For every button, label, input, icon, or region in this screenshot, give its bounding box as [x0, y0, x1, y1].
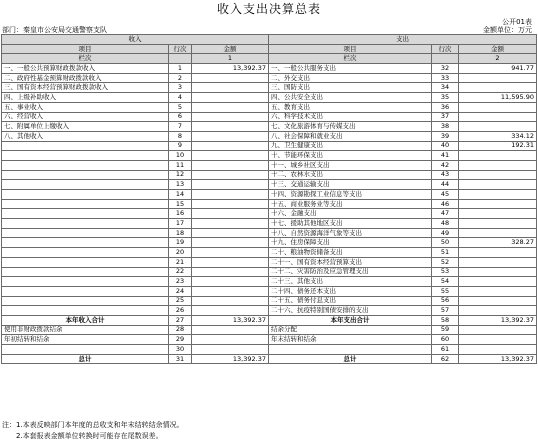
expense-line-cell: 50 — [432, 238, 459, 248]
income-line-cell: 2 — [169, 73, 192, 83]
income-amount-cell — [192, 296, 269, 306]
table-row — [2, 306, 537, 316]
table-row — [2, 131, 537, 141]
expense-amount-cell: 192.31 — [459, 141, 537, 151]
expense-amount-cell: 13,392.37 — [459, 315, 537, 325]
income-item-cell — [2, 345, 169, 355]
expense-item-cell: 三、国防支出 — [269, 83, 432, 93]
expense-amount-cell — [459, 325, 537, 335]
expense-item-cell: 十七、援助其他地区支出 — [269, 219, 432, 229]
table-row — [2, 286, 537, 296]
income-item-cell: 八、其他收入 — [2, 131, 169, 141]
income-item-cell: 五、事业收入 — [2, 102, 169, 112]
expense-line-cell: 59 — [432, 325, 459, 335]
expense-line-cell: 44 — [432, 180, 459, 190]
income-line-cell: 19 — [169, 238, 192, 248]
income-item-cell — [2, 286, 169, 296]
expense-item-cell: 本年支出合计 — [269, 315, 432, 325]
table-row — [2, 112, 537, 122]
income-item-cell — [2, 141, 169, 151]
expense-item-cell: 二十五、债务付息支出 — [269, 296, 432, 306]
expense-amount-cell — [459, 335, 537, 345]
expense-line-cell: 47 — [432, 209, 459, 219]
table-notes — [2, 420, 184, 442]
currency-unit: 金额单位：万元 — [483, 26, 532, 34]
expense-item-header: 项目 — [269, 44, 432, 54]
expense-line-cell: 39 — [432, 131, 459, 141]
expense-amount-cell — [459, 267, 537, 277]
income-amount-cell — [192, 73, 269, 83]
income-line-cell: 20 — [169, 248, 192, 258]
income-item-cell: 二、政府性基金预算财政拨款收入 — [2, 73, 169, 83]
table-row — [2, 93, 537, 103]
income-item-cell — [2, 209, 169, 219]
expense-amount-cell — [459, 219, 537, 229]
income-line-cell: 30 — [169, 345, 192, 355]
expense-item-cell: 结余分配 — [269, 325, 432, 335]
income-amount-cell — [192, 122, 269, 132]
table-row — [2, 219, 537, 229]
expense-item-cell: 四、公共安全支出 — [269, 93, 432, 103]
income-amount-cell — [192, 277, 269, 287]
table-row — [2, 277, 537, 287]
income-amount-cell — [192, 209, 269, 219]
table-row — [2, 64, 537, 74]
income-section-header: 收入 — [2, 35, 269, 45]
department-name: 部门：秦皇市公安局交通警察支队 — [2, 26, 107, 34]
expense-sub-header: 栏次 — [269, 54, 432, 64]
expense-amount-cell — [459, 190, 537, 200]
expense-amount-cell — [459, 296, 537, 306]
expense-amount-cell — [459, 277, 537, 287]
expense-item-cell: 二十一、国有资本经营预算支出 — [269, 257, 432, 267]
income-amount-cell — [192, 160, 269, 170]
expense-line-cell: 34 — [432, 83, 459, 93]
expense-line-cell: 56 — [432, 296, 459, 306]
income-line-header: 行次 — [169, 44, 192, 54]
income-item-cell — [2, 180, 169, 190]
income-item-cell: 四、上级补助收入 — [2, 93, 169, 103]
expense-item-cell: 六、科学技术支出 — [269, 112, 432, 122]
income-amount-cell — [192, 180, 269, 190]
expense-amount-cell: 941.77 — [459, 64, 537, 74]
table-row — [2, 199, 537, 209]
expense-amount-cell — [459, 199, 537, 209]
income-item-cell: 一、一般公共预算财政拨款收入 — [2, 64, 169, 74]
income-amount-cell — [192, 141, 269, 151]
expense-item-cell: 二十、粮油物资储备支出 — [269, 248, 432, 258]
expense-item-cell: 五、教育支出 — [269, 102, 432, 112]
income-amount-cell — [192, 112, 269, 122]
income-item-cell: 七、附属单位上缴收入 — [2, 122, 169, 132]
expense-item-cell: 二十六、抗疫特别国债安排的支出 — [269, 306, 432, 316]
income-item-cell — [2, 277, 169, 287]
form-code: 公开01表 — [502, 18, 532, 26]
income-item-cell: 年初结转和结余 — [2, 335, 169, 345]
table-row — [2, 160, 537, 170]
expense-line-cell: 41 — [432, 151, 459, 161]
table-row — [2, 267, 537, 277]
income-item-cell — [2, 248, 169, 258]
income-col-number: 1 — [192, 54, 269, 64]
expense-line-header: 行次 — [432, 44, 459, 54]
expense-line-cell: 43 — [432, 170, 459, 180]
income-line-cell: 14 — [169, 190, 192, 200]
income-amount-cell — [192, 238, 269, 248]
expense-item-cell: 一、一般公共服务支出 — [269, 64, 432, 74]
income-line-cell: 13 — [169, 180, 192, 190]
expense-item-cell: 二十三、其他支出 — [269, 277, 432, 287]
expense-line-cell: 36 — [432, 102, 459, 112]
expense-col-number: 2 — [459, 54, 537, 64]
expense-item-cell: 十、节能环保支出 — [269, 151, 432, 161]
table-row — [2, 170, 537, 180]
income-amount-cell — [192, 93, 269, 103]
income-amount-cell — [192, 199, 269, 209]
expense-item-cell — [269, 345, 432, 355]
note-2: 2.本套报表金额单位转换时可能存在尾数误差。 — [2, 432, 163, 440]
expense-amount-cell — [459, 209, 537, 219]
income-item-cell — [2, 190, 169, 200]
expense-line-cell: 37 — [432, 112, 459, 122]
income-amount-cell — [192, 83, 269, 93]
note-1: 注：1.本表反映部门本年度的总收支和年末结转结余情况。 — [2, 421, 184, 429]
expense-amount-cell — [459, 228, 537, 238]
expense-line-cell: 55 — [432, 286, 459, 296]
income-item-cell — [2, 228, 169, 238]
income-amount-cell — [192, 257, 269, 267]
expense-item-cell: 总计 — [269, 354, 432, 364]
expense-line-cell: 49 — [432, 228, 459, 238]
income-amount-cell — [192, 190, 269, 200]
table-row — [2, 354, 537, 364]
table-row — [2, 141, 537, 151]
income-line-cell: 18 — [169, 228, 192, 238]
income-item-cell — [2, 170, 169, 180]
expense-amount-header: 金额 — [459, 44, 537, 54]
income-amount-cell — [192, 286, 269, 296]
expense-amount-cell — [459, 151, 537, 161]
income-amount-cell — [192, 248, 269, 258]
expense-line-cell: 54 — [432, 277, 459, 287]
expense-amount-cell — [459, 122, 537, 132]
income-sub-header: 栏次 — [2, 54, 169, 64]
expense-item-cell: 年末结转和结余 — [269, 335, 432, 345]
income-line-cell: 23 — [169, 277, 192, 287]
expense-line-cell: 33 — [432, 73, 459, 83]
table-row — [2, 296, 537, 306]
income-line-cell: 31 — [169, 354, 192, 364]
expense-line-cell: 38 — [432, 122, 459, 132]
expense-line-cell: 48 — [432, 219, 459, 229]
expense-item-cell: 十四、资源勘探工业信息等支出 — [269, 190, 432, 200]
expense-amount-cell: 11,595.90 — [459, 93, 537, 103]
income-line-cell: 27 — [169, 315, 192, 325]
income-amount-header: 金额 — [192, 44, 269, 54]
income-amount-cell — [192, 325, 269, 335]
income-line-cell: 16 — [169, 209, 192, 219]
column-header-row — [2, 44, 537, 54]
expense-amount-cell — [459, 112, 537, 122]
table-row — [2, 257, 537, 267]
income-amount-cell — [192, 219, 269, 229]
income-amount-cell: 13,392.37 — [192, 354, 269, 364]
income-amount-cell — [192, 131, 269, 141]
table-row — [2, 180, 537, 190]
income-amount-cell — [192, 170, 269, 180]
expense-item-cell: 十六、金融支出 — [269, 209, 432, 219]
expense-amount-cell — [459, 160, 537, 170]
expense-item-cell: 十九、住房保障支出 — [269, 238, 432, 248]
expense-amount-cell: 334.12 — [459, 131, 537, 141]
table-row — [2, 190, 537, 200]
expense-item-cell: 十二、农林水支出 — [269, 170, 432, 180]
income-line-cell: 15 — [169, 199, 192, 209]
income-line-cell: 17 — [169, 219, 192, 229]
income-amount-cell — [192, 335, 269, 345]
income-line-cell: 21 — [169, 257, 192, 267]
table-row — [2, 83, 537, 93]
income-amount-cell — [192, 306, 269, 316]
expense-item-cell: 十一、城乡社区支出 — [269, 160, 432, 170]
income-line-cell: 28 — [169, 325, 192, 335]
expense-line-cell: 51 — [432, 248, 459, 258]
income-amount-cell — [192, 151, 269, 161]
expense-item-cell: 十五、商业服务业等支出 — [269, 199, 432, 209]
expense-line-cell: 53 — [432, 267, 459, 277]
expense-item-cell: 八、社会保障和就业支出 — [269, 131, 432, 141]
expense-amount-cell: 13,392.37 — [459, 354, 537, 364]
expense-item-cell: 二、外交支出 — [269, 73, 432, 83]
income-sub-line — [169, 54, 192, 64]
income-item-cell: 三、国有资本经营预算财政拨款收入 — [2, 83, 169, 93]
income-line-cell: 24 — [169, 286, 192, 296]
table-row — [2, 151, 537, 161]
expense-amount-cell — [459, 248, 537, 258]
expense-amount-cell — [459, 257, 537, 267]
income-line-cell: 6 — [169, 112, 192, 122]
expense-line-cell: 32 — [432, 64, 459, 74]
income-amount-cell — [192, 267, 269, 277]
income-line-cell: 26 — [169, 306, 192, 316]
expense-item-cell: 二十二、灾害防治及应急管理支出 — [269, 267, 432, 277]
expense-amount-cell — [459, 73, 537, 83]
expense-amount-cell — [459, 83, 537, 93]
income-line-cell: 22 — [169, 267, 192, 277]
income-line-cell: 12 — [169, 170, 192, 180]
expense-line-cell: 61 — [432, 345, 459, 355]
expense-line-cell: 46 — [432, 199, 459, 209]
income-item-cell — [2, 199, 169, 209]
income-item-cell: 使用非财政拨款结余 — [2, 325, 169, 335]
income-item-cell — [2, 160, 169, 170]
expense-line-cell: 45 — [432, 190, 459, 200]
expense-line-cell: 40 — [432, 141, 459, 151]
income-item-cell: 六、经营收入 — [2, 112, 169, 122]
expense-line-cell: 35 — [432, 93, 459, 103]
income-line-cell: 8 — [169, 131, 192, 141]
section-header-row — [2, 35, 537, 45]
expense-line-cell: 57 — [432, 306, 459, 316]
income-amount-cell: 13,392.37 — [192, 64, 269, 74]
expense-line-cell: 62 — [432, 354, 459, 364]
table-row — [2, 228, 537, 238]
table-row — [2, 345, 537, 355]
expense-line-cell: 58 — [432, 315, 459, 325]
income-line-cell: 1 — [169, 64, 192, 74]
income-amount-cell: 13,392.37 — [192, 315, 269, 325]
expense-item-cell: 二十四、债务还本支出 — [269, 286, 432, 296]
expense-sub-line — [432, 54, 459, 64]
table-row — [2, 335, 537, 345]
income-line-cell: 29 — [169, 335, 192, 345]
income-amount-cell — [192, 228, 269, 238]
income-item-cell — [2, 267, 169, 277]
expense-amount-cell — [459, 286, 537, 296]
expense-item-cell: 十八、自然资源海洋气象等支出 — [269, 228, 432, 238]
income-line-cell: 5 — [169, 102, 192, 112]
income-item-cell — [2, 238, 169, 248]
income-item-cell — [2, 151, 169, 161]
income-amount-cell — [192, 345, 269, 355]
expense-amount-cell — [459, 180, 537, 190]
income-item-cell — [2, 219, 169, 229]
income-line-cell: 7 — [169, 122, 192, 132]
income-line-cell: 4 — [169, 93, 192, 103]
expense-item-cell: 七、文化旅游体育与传媒支出 — [269, 122, 432, 132]
income-expense-table — [1, 34, 537, 364]
table-row — [2, 209, 537, 219]
table-row — [2, 315, 537, 325]
income-line-cell: 9 — [169, 141, 192, 151]
table-row — [2, 248, 537, 258]
expense-amount-cell — [459, 306, 537, 316]
expense-item-cell: 十三、交通运输支出 — [269, 180, 432, 190]
expense-line-cell: 60 — [432, 335, 459, 345]
expense-amount-cell — [459, 170, 537, 180]
income-item-cell — [2, 306, 169, 316]
report-title: 收入支出决算总表 — [216, 2, 321, 16]
table-row — [2, 102, 537, 112]
income-amount-cell — [192, 102, 269, 112]
table-row — [2, 122, 537, 132]
income-line-cell: 25 — [169, 296, 192, 306]
income-item-cell: 总计 — [2, 354, 169, 364]
expense-section-header: 支出 — [269, 35, 537, 45]
expense-line-cell: 52 — [432, 257, 459, 267]
table-row — [2, 238, 537, 248]
income-item-cell — [2, 296, 169, 306]
expense-amount-cell — [459, 345, 537, 355]
income-line-cell: 11 — [169, 160, 192, 170]
expense-amount-cell: 328.27 — [459, 238, 537, 248]
income-item-cell: 本年收入合计 — [2, 315, 169, 325]
income-line-cell: 3 — [169, 83, 192, 93]
column-index-row — [2, 54, 537, 64]
income-line-cell: 10 — [169, 151, 192, 161]
table-row — [2, 73, 537, 83]
expense-line-cell: 42 — [432, 160, 459, 170]
expense-amount-cell — [459, 102, 537, 112]
table-row — [2, 325, 537, 335]
income-item-cell — [2, 257, 169, 267]
income-item-header: 项目 — [2, 44, 169, 54]
expense-item-cell: 九、卫生健康支出 — [269, 141, 432, 151]
